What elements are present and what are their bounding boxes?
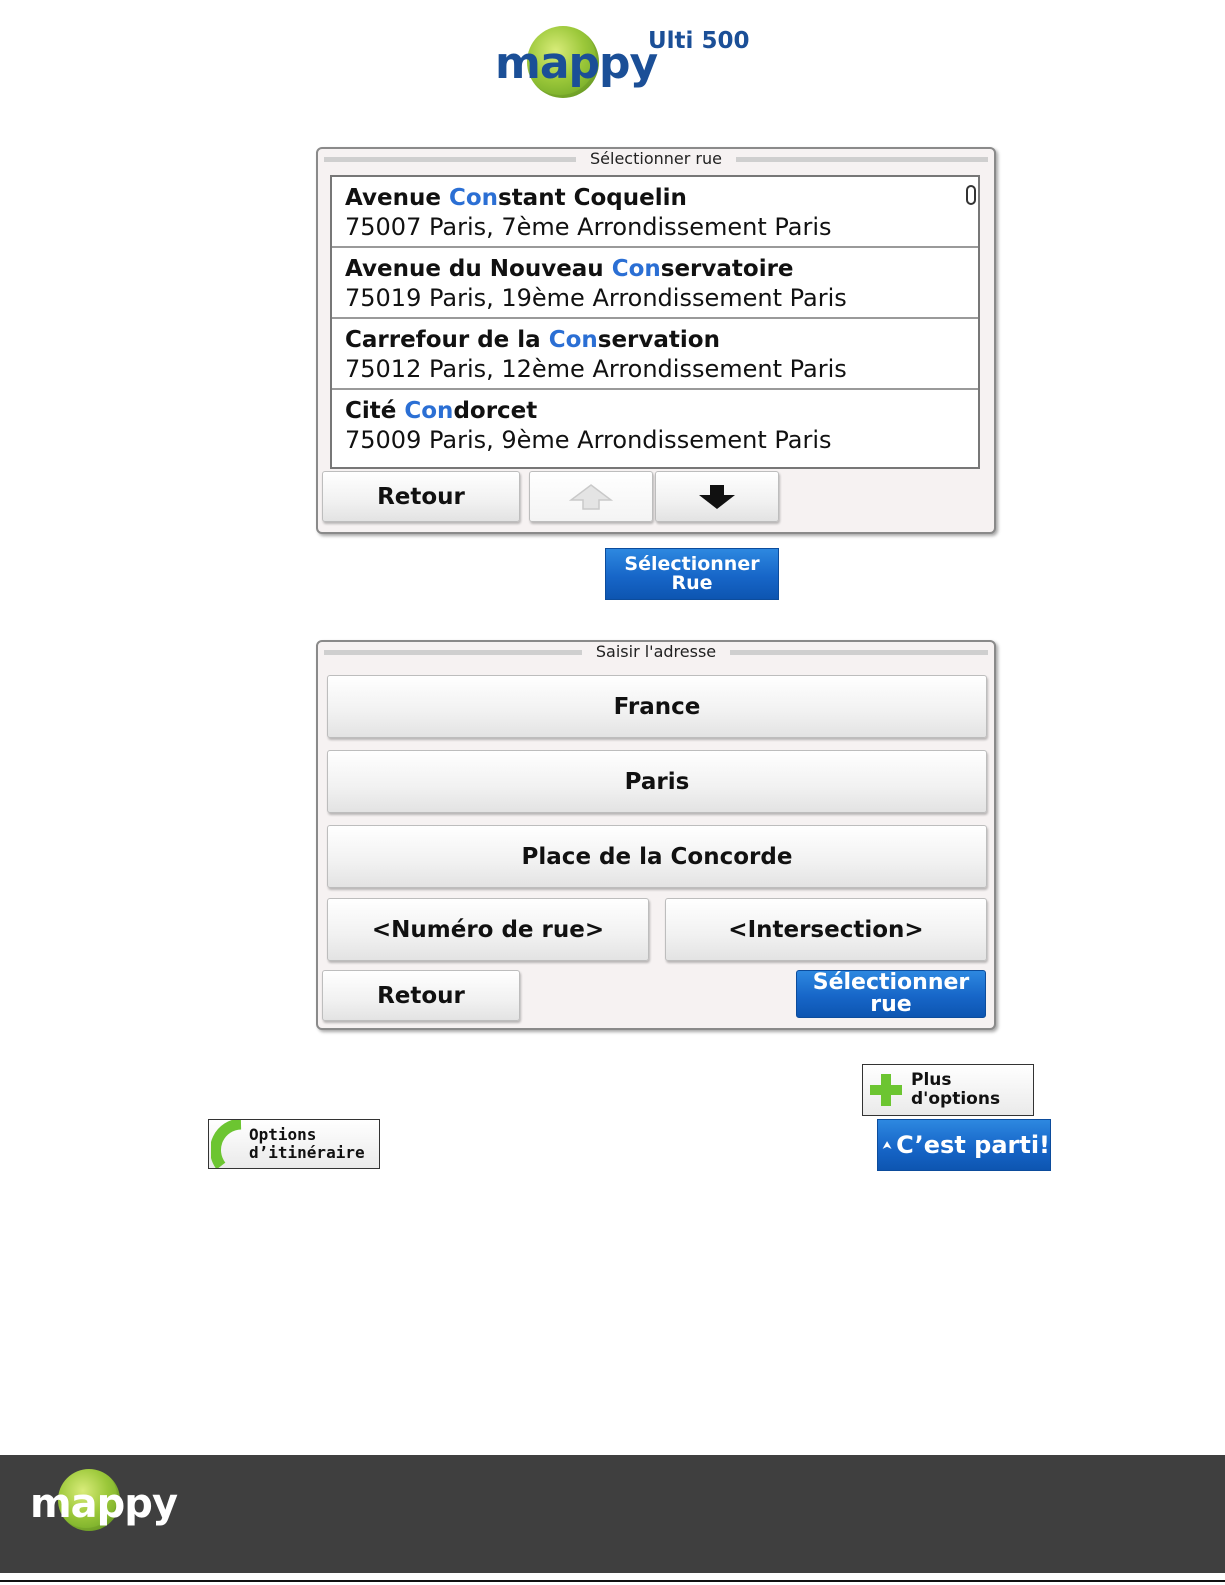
list-item-address: 75019 Paris, 19ème Arrondissement Paris	[345, 284, 847, 312]
country-button[interactable]: France	[327, 675, 987, 738]
street-button[interactable]: Place de la Concorde	[327, 825, 987, 888]
arrow-up-icon	[569, 483, 613, 511]
intersection-button[interactable]: <Intersection>	[665, 898, 987, 961]
select-street-panel	[316, 147, 996, 534]
product-name: Ulti 500	[648, 28, 750, 54]
scrollbar-thumb[interactable]	[966, 185, 976, 205]
panel-title: Saisir l'adresse	[318, 642, 994, 661]
list-item[interactable]: Avenue du Nouveau Conservatoire 75019 Paris, 19ème Arrondissement Paris	[332, 248, 978, 319]
more-options-button[interactable]	[862, 1064, 1034, 1116]
back-button[interactable]: Retour	[322, 970, 520, 1021]
house-number-button[interactable]: <Numéro de rue>	[327, 898, 649, 961]
scroll-up-button[interactable]	[529, 471, 653, 522]
plus-icon	[869, 1073, 903, 1107]
route-icon	[211, 1120, 245, 1168]
go-button[interactable]	[877, 1119, 1051, 1171]
list-item[interactable]: Cité Condorcet 75009 Paris, 9ème Arrondissement Paris	[332, 390, 978, 461]
list-item[interactable]: Carrefour de la Conservation 75012 Paris, 12ème Arrondissement Paris	[332, 319, 978, 390]
route-options-button[interactable]	[208, 1119, 380, 1169]
street-list[interactable]	[330, 175, 980, 469]
go-button-label: C’est parti!	[896, 1131, 1050, 1159]
mappy-ulti-logo	[495, 20, 755, 110]
scroll-down-button[interactable]	[655, 471, 779, 522]
arrow-down-icon	[697, 484, 737, 510]
list-item-address: 75007 Paris, 7ème Arrondissement Paris	[345, 213, 832, 241]
city-button[interactable]: Paris	[327, 750, 987, 813]
more-options-line1: Plus	[911, 1070, 952, 1090]
back-button[interactable]: Retour	[322, 471, 520, 522]
footer-logo-text: mappy	[30, 1481, 178, 1527]
address-panel	[316, 640, 996, 1030]
panel-title: Sélectionner rue	[318, 149, 994, 168]
route-options-line2: d’itinéraire	[249, 1143, 365, 1162]
select-street-button[interactable]: Sélectionner Rue	[605, 548, 779, 600]
more-options-line2: d'options	[911, 1089, 1001, 1109]
page-bottom-rule	[0, 1580, 1225, 1582]
select-street-button[interactable]: Sélectionner rue	[796, 970, 986, 1018]
list-item-address: 75012 Paris, 12ème Arrondissement Paris	[345, 355, 847, 383]
footer-logo	[30, 1469, 190, 1549]
route-options-line1: Options	[249, 1125, 317, 1144]
navigation-arrow-icon	[882, 1130, 892, 1160]
list-item[interactable]: Avenue Constant Coquelin 75007 Paris, 7ème Arrondissement Paris	[332, 177, 978, 248]
footer	[0, 1455, 1225, 1573]
list-item-address: 75009 Paris, 9ème Arrondissement Paris	[345, 426, 832, 454]
logo-text: mappy	[495, 38, 658, 89]
